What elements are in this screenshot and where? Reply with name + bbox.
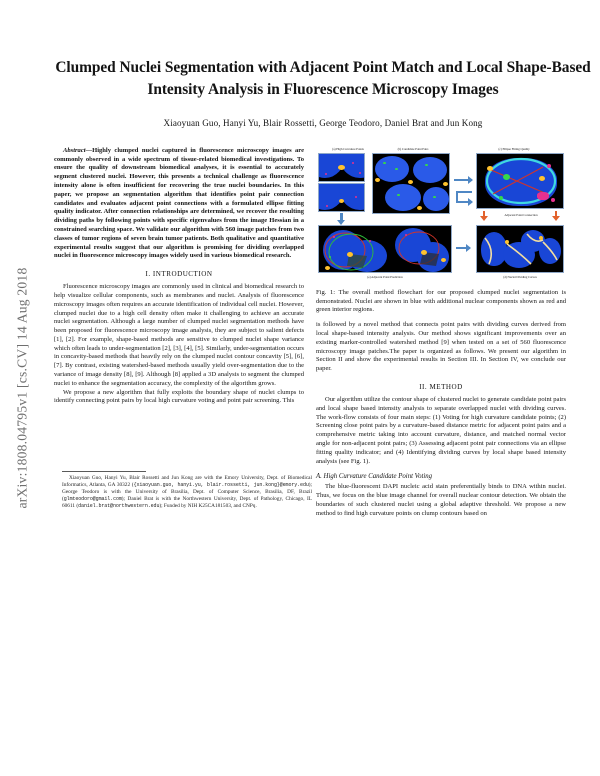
high-curvature-marker: [339, 199, 344, 203]
adjacent-point-marker: [441, 258, 446, 262]
figure-panel-label-a: (a) High Curvature Points: [332, 146, 364, 151]
flow-arrow-head-a-to-e: [337, 220, 345, 225]
abstract-paragraph: [54, 147, 304, 261]
right-column: [316, 147, 566, 519]
orange-arrow-head: [552, 216, 560, 221]
green-component-dot: [433, 196, 436, 198]
footnote-block: [62, 471, 312, 510]
footnote-part-1: Xiaoyuan Guo, Hanyi Yu, Blair Rossetti and Jun Kong are with the Emory University, Dept. of Biomedical Informatics, Atlanta, GA 30322 (: [62, 475, 312, 489]
adjacent-point-marker: [347, 252, 353, 257]
candidate-point-marker: [443, 182, 448, 186]
left-column: [54, 146, 312, 519]
figure-1-caption: Fig. 1: The overall method flowchart for our proposed clumped nuclei segmentation is demonstrated. Nuclei are shown in blue with additional nuclear components shown as red and green interior regions.: [316, 288, 566, 314]
figure-panel-label-e: (e) Adjacent Point Prediction: [367, 274, 403, 279]
right-paragraph-1: is followed by a novel method that connects point pairs with dividing curves derived from local shape-based intensity analysis. Our method shows significant improvements over an existing marker-controlled watershed method [9] when tested on a set of 560 fluorescence microscopy image patches.The paper is organized as follows. We present our algorithm in Section II and show the experimental results in Section III. In Section IV, we conclude our paper.: [316, 321, 566, 373]
abstract-label: Abstract—: [63, 146, 93, 154]
green-component-dot: [499, 196, 503, 200]
red-component-dot: [359, 172, 361, 174]
figure-1: [316, 147, 566, 315]
figure-panel-label-c: (c) Ellipse Fitting Quality: [498, 146, 530, 151]
footnote-email-2: glmteodoro@gmail.com: [63, 496, 122, 503]
figure-panel-label-d: (d) Nuclei Dividing Curves: [503, 274, 537, 279]
dividing-curves-overlay: [477, 226, 564, 273]
nucleus-shape: [375, 156, 409, 182]
green-component-dot: [425, 164, 428, 166]
figure-panel-a-bottom: [318, 183, 365, 212]
red-component-dot: [537, 192, 549, 200]
orange-arrow-head: [480, 216, 488, 221]
flow-arrow-head-e-to-d: [466, 244, 471, 252]
green-component-dot: [503, 174, 510, 180]
figure-panel-label-b: (b) Candidate Point Pairs: [397, 146, 429, 151]
footnote-part-3: ); Daniel Brat is with the Northwestern University, Dept. of Pathology, Chicago, IL 60611 (: [62, 496, 312, 510]
figure-panel-label-adjacent-connection: Adjacent Point Connection: [504, 212, 538, 217]
abstract-text: Highly clumped nuclei captured in fluorescence microscopy images are commonly observed in a wide spectrum of tissue-related biomedical investigations. To ensure the quality of downstream biomedical analyses, it is essential to accurately segment clustered nuclei. However, this presents a technical challenge as fluorescence intensity alone is often insufficient for recovering the true nuclei boundaries. In this paper, we propose an segmentation algorithm that identifies point pair connection candidates and evaluates adjacent point connections with a formulated ellipse fitting quality indicator. After connection relationships are determined, we recover the resulting dividing paths by following points with specific eigenvalues from the image Hessian in a constrained searching space. We validate our algorithm with 560 image patches from two classes of tumor regions of seven brain tumor patients. Both qualitative and quantitative experimental results suggest that our algorithm is promising for dividing overlapped nuclei in fluorescence microscopy images widely used in various biomedical research.: [54, 146, 304, 260]
figure-panel-b: [372, 153, 450, 214]
intro-paragraph-1: Fluorescence microscopy images are commonly used in clinical and biomedical research to help visualize cellular components, such as membranes and nuclei. Analysis of fluorescence microscopy images often requires an accurate identification of individual cell nuclei. However, clumped nuclei due to a high cell density often make it challenging to achieve an accurate nuclei segmentation. Although a large number of clumped nuclei segmentation methods have been proposed for fluorescence microscopy image analysis, they are subject to salient defects [1], [2]. For example, shape-based methods are sensitive to clumped nuclei shape variance which often leads to under-segmentation [2], [3], [4], [5]. Similarly, under-segmentation occurs in concavity-based methods that heavily rely on the clumped nuclei contour concavity [5], [6], [7]. By contrast, existing watershed-based methods usually yield over-segmentation due to the variance of image density [8], [9]. Although [8] applied a 3D analysis to segment the clumped nuclei to enhance the segmentation accuracy, the complexity of the algorithm grows.: [54, 283, 304, 387]
flow-arrow-shaft-branch: [456, 191, 472, 193]
candidate-point-marker: [417, 206, 422, 210]
paper-page: [46, 0, 600, 776]
green-component-dot: [383, 162, 386, 164]
figure-panel-c: [476, 153, 564, 209]
candidate-point-marker: [408, 180, 413, 184]
figure-panel-a-top: [318, 153, 365, 182]
red-component-dot: [352, 162, 354, 164]
page-title: Clumped Nuclei Segmentation with Adjacent Point Match and Local Shape-Based Intensity Analysis in Fluorescence Microscopy Images: [55, 59, 591, 98]
high-curvature-marker: [338, 165, 345, 170]
red-component-dot: [333, 236, 335, 238]
nucleus-shape: [385, 184, 421, 211]
red-component-dot: [551, 198, 555, 202]
green-component-dot: [397, 194, 400, 196]
nucleus-shape: [339, 183, 365, 210]
right-paragraph-3: The blue-fluorescent DAPI nucleic acid stain preferentially binds to DNA within nuclei. Thus, we focus on the blue image channel for overall nuclear contour detection. We obtain the boundaries of such clustered nuclei using a global adaptive threshold. We propose a new method to find high curvature points on clump contours based on: [316, 483, 566, 517]
figure-panel-e: [318, 225, 452, 273]
author-list: Xiaoyuan Guo, Hanyi Yu, Blair Rossetti, George Teodoro, Daniel Brat and Jun Kong: [163, 117, 483, 128]
arxiv-stamp: [0, 0, 44, 776]
adjacent-point-marker: [421, 250, 427, 255]
red-component-dot: [325, 173, 327, 175]
arxiv-stamp-text: arXiv:1808.04795v1 [cs.CV] 14 Aug 2018: [14, 267, 30, 509]
intro-paragraph-2: We propose a new algorithm that fully exploits the boundary shape of nuclei clumps to identify connecting point pairs by local high curvature voting and point pair screening. This: [54, 388, 304, 405]
flow-arrow-head-b-to-c: [468, 176, 473, 184]
nucleus-shape: [423, 187, 449, 211]
footnote-email-1: {xiaoyuan.guo, hanyi.yu, blair.rossetti, jun.kong}@emory.edu: [133, 482, 309, 489]
two-column-body: [46, 147, 600, 519]
title-block: [46, 0, 600, 128]
footnote-email-3: daniel.brat@northwestern.edu: [78, 503, 160, 510]
adjacent-point-marker: [325, 266, 330, 270]
section-heading-method: II. METHOD: [419, 383, 463, 392]
red-component-dot: [355, 196, 357, 198]
candidate-point-marker: [375, 178, 380, 182]
green-component-dot: [395, 168, 398, 170]
footnote-divider: [62, 471, 146, 472]
red-component-dot: [369, 240, 371, 242]
prediction-overlay: [319, 226, 452, 273]
adjacent-point-marker: [487, 166, 493, 171]
subsection-heading-a: A. High Curvature Candidate Point Voting: [316, 473, 433, 481]
nucleus-shape: [413, 157, 447, 183]
right-paragraph-2: Our algorithm utilize the contour shape of clustered nuclei to generate candidate point pairs and local shape based intensity analysis to separate overlapped nuclei with dividing curves. The work-flow consists of four main steps: (1) Voting for high curvature candidate points; (2) Screening close point pairs by a curvature-based distance metric for adjacent point pairs and a comprehensive metric taking into account curvature, distance, and matched normal vector angle for non-adjacent point pairs; (3) Assessing adjacent point pair connections via an ellipse fitting quality indicator; and (4) Identifying dividing curves by local shape based intensity analysis (see Fig. 1).: [316, 396, 566, 465]
flow-arrow-head-branch: [468, 198, 473, 206]
red-component-dot: [405, 234, 407, 236]
green-component-dot: [329, 256, 331, 258]
footnote-part-2: ); George Teodoro is with the University of Brasilia, Dept. of Computer Science, Brasilia, DF, Brazil (: [62, 482, 312, 503]
section-heading-introduction: I. INTRODUCTION: [145, 270, 213, 279]
red-component-dot: [326, 205, 328, 207]
figure-1-graphic: [316, 147, 566, 285]
footnote-text: [62, 475, 312, 510]
adjacent-point-marker: [539, 176, 545, 181]
dividing-endpoint-marker: [539, 236, 543, 240]
figure-panel-d: [476, 225, 564, 273]
footnote-part-4: ); Funded by NIH K25CA181503, and CNPq.: [159, 503, 257, 510]
red-component-dot: [547, 164, 551, 168]
dividing-endpoint-marker: [505, 240, 509, 244]
